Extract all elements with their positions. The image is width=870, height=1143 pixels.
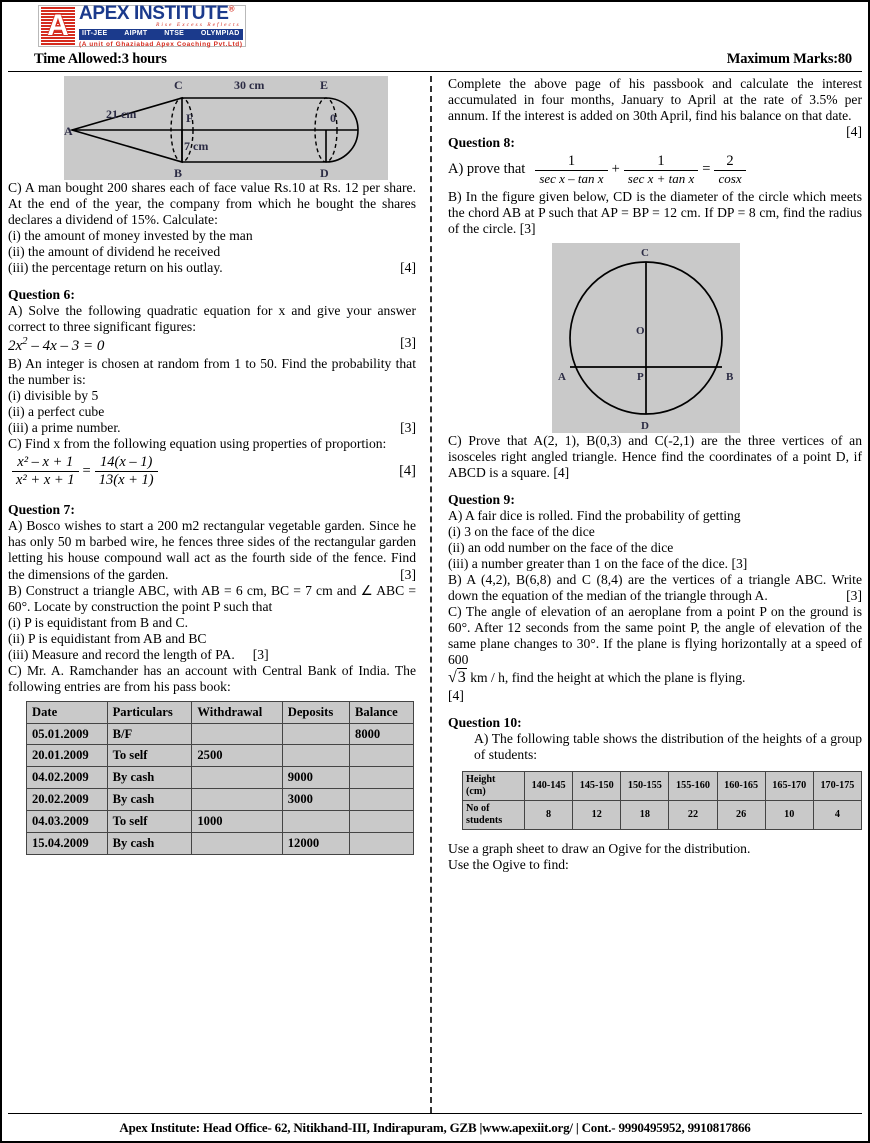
q10-ogive-line2: Use the Ogive to find: xyxy=(448,857,569,873)
q6c-text: C) Find x from the following equation using properties of proportion: xyxy=(8,436,387,452)
q8a-equals: = xyxy=(702,161,711,178)
q6b-marks: [3] xyxy=(400,420,416,436)
cone-label-F: F xyxy=(186,111,194,125)
q6c-rhs-fraction xyxy=(95,454,158,489)
cone-label-slant: 21 cm xyxy=(106,107,137,121)
passbook-cell-withdrawal: 1000 xyxy=(192,811,282,833)
q7c-continued: Complete the above page of his passbook and calculate the interest accumulated in four months, January to April at the rate of 3.5% per annum. If the interest is added on 30th April, find his balance on that date. [4] xyxy=(448,76,862,140)
q7b-marks: [3] xyxy=(252,646,269,662)
q6b-text: B) An integer is chosen at random from 1 to 50. Find the probability that the number is: xyxy=(8,355,416,387)
q5c-body: C) A man bought 200 shares each of face value Rs.10 at Rs. 12 per share. At the end of the year, the company from which he bought the shares declares a dividend of 15%. Calculate: xyxy=(8,180,416,228)
passbook-cell-withdrawal xyxy=(192,767,282,789)
circle-label-O: O xyxy=(636,324,645,337)
passbook-cell-particulars: By cash xyxy=(107,767,192,789)
table-header-row xyxy=(27,701,414,723)
passbook-cell-deposits xyxy=(282,811,349,833)
q10a-text: A) The following table shows the distribution of the heights of a group of students: xyxy=(474,731,862,763)
q8a-plus: + xyxy=(611,161,620,178)
heights-frequency: 18 xyxy=(621,801,669,830)
cone-label-D: D xyxy=(320,166,329,180)
q7a-marks: [3] xyxy=(400,566,416,582)
q5c-item-iii: (iii) the percentage return on his outlay. [4] xyxy=(8,260,416,276)
q8a-term1-numerator: 1 xyxy=(567,153,576,170)
q6b-item-i: (i) divisible by 5 xyxy=(8,388,99,404)
q7a-text: A) Bosco wishes to start a 200 m2 rectangular vegetable garden. Since he has only 50 m barbed wire, he fences three sides of the rectangular garden letting his house compound wall act as the fourth side of the fence. Find the dimensions of the garden. [3] xyxy=(8,518,416,582)
heights-frequency: 22 xyxy=(669,801,717,830)
cone-label-B: B xyxy=(174,166,183,180)
heights-bin: 140-145 xyxy=(525,772,573,801)
table-row xyxy=(463,772,862,801)
logo-course-2: NTSE xyxy=(164,30,185,38)
passbook-cell-particulars: To self xyxy=(107,811,192,833)
passbook-cell-date: 04.02.2009 xyxy=(27,767,108,789)
q9a-item-iii: (iii) a number greater than 1 on the face of the dice. [3] xyxy=(448,555,748,571)
q6c-equation xyxy=(8,454,416,489)
q8a-term3-denominator: cosx xyxy=(714,170,745,186)
table-row xyxy=(27,767,414,789)
sqrt-icon: √3 xyxy=(448,669,466,687)
passbook-cell-particulars: To self xyxy=(107,745,192,767)
cone-label-length: 30 cm xyxy=(234,78,265,92)
q6c-rhs-denominator: 13(x + 1) xyxy=(95,471,158,489)
page-footer: Apex Institute: Head Office- 62, Nitikhand-III, Indirapuram, GZB |www.apexiit.org/ | Cont.- 9990495952, 9910817866 xyxy=(8,1113,862,1141)
table-row xyxy=(27,789,414,811)
passbook-cell-date: 15.04.2009 xyxy=(27,832,108,854)
q8b-text: B) In the figure given below, CD is the diameter of the circle which meets the chord AB at P such that AP = BP = 12 cm. If DP = 8 cm, find the radius of the circle. [3] xyxy=(448,188,862,236)
circle-label-B: B xyxy=(726,370,734,383)
question-columns xyxy=(8,72,862,1113)
table-row xyxy=(27,723,414,745)
q6b-item-iii: (iii) a prime number. [3] xyxy=(8,420,416,436)
circle-label-C: C xyxy=(641,246,649,259)
logo-course-1: AIPMT xyxy=(124,30,148,38)
q6-heading: Question 6: xyxy=(8,287,75,303)
passbook-cell-date: 04.03.2009 xyxy=(27,811,108,833)
passbook-cell-deposits: 3000 xyxy=(282,789,349,811)
q8a-term2-numerator: 1 xyxy=(657,153,665,170)
passbook-cell-withdrawal xyxy=(192,723,282,745)
logo-tagline: Rise Excess Reflects xyxy=(156,21,241,28)
passbook-cell-date: 20.01.2009 xyxy=(27,745,108,767)
table-row xyxy=(27,832,414,854)
logo-letter: A xyxy=(47,9,69,42)
passbook-cell-deposits: 12000 xyxy=(282,832,349,854)
logo-mark-icon xyxy=(41,7,75,45)
q7-heading: Question 7: xyxy=(8,502,75,518)
heights-frequency: 12 xyxy=(573,801,621,830)
header xyxy=(8,2,862,51)
q6c-rhs-numerator: 14(x – 1) xyxy=(100,454,153,471)
table-row xyxy=(27,811,414,833)
maximum-marks: Maximum Marks:80 xyxy=(726,51,852,67)
q10-heading: Question 10: xyxy=(448,715,522,730)
heights-row-label: Height (cm) xyxy=(463,772,525,801)
passbook-col-date: Date xyxy=(27,701,108,723)
circle-chord-figure xyxy=(552,243,740,433)
table-row xyxy=(463,801,862,830)
cone-label-E: E xyxy=(320,78,329,92)
heights-frequency: 8 xyxy=(525,801,573,830)
q9b-marks: [3] xyxy=(846,587,862,603)
heights-frequency: 4 xyxy=(813,801,861,830)
circle-label-D: D xyxy=(641,419,649,432)
q9c-text-part1: C) The angle of elevation of an aeroplane from a point P on the ground is 60°. After 12 seconds from the same point P, the angle of elevation of the same plane changes to 30°. If the plane is flying horizontally at a speed of 600 xyxy=(448,603,862,668)
apex-institute-logo xyxy=(38,2,246,48)
q6c-lhs-numerator: x² – x + 1 xyxy=(17,454,74,471)
cone-label-C: C xyxy=(174,78,183,92)
q6a-marks: [3] xyxy=(400,335,416,351)
passbook-cell-withdrawal xyxy=(192,832,282,854)
cone-label-O: 0 xyxy=(330,111,336,125)
q8a-term3-numerator: 2 xyxy=(726,153,734,170)
registered-trademark-icon: ® xyxy=(228,4,235,14)
q7b-text: B) Construct a triangle ABC, with AB = 6 cm, BC = 7 cm and ∠ ABC = 60°. Locate by construction the point P such that xyxy=(8,582,416,614)
q8a-prefix: A) prove that xyxy=(448,161,526,178)
q8-heading: Question 8: xyxy=(448,135,515,151)
q5c-item-ii: (ii) the amount of dividend he received xyxy=(8,244,221,260)
q10-ogive-line1: Use a graph sheet to draw an Ogive for the distribution. xyxy=(448,841,751,857)
heights-bin: 165-170 xyxy=(765,772,813,801)
passbook-cell-date: 20.02.2009 xyxy=(27,789,108,811)
cone-label-A: A xyxy=(64,124,73,138)
passbook-cell-deposits: 9000 xyxy=(282,767,349,789)
column-divider xyxy=(430,76,432,1113)
logo-course-3: OLYMPIAD xyxy=(200,30,240,38)
heights-frequency: 26 xyxy=(717,801,765,830)
q7c-marks: [4] xyxy=(846,124,862,140)
exam-meta-bar xyxy=(8,51,862,72)
q9c-text-part2: √3 km / h, find the height at which the plane is flying. xyxy=(448,669,746,687)
passbook-cell-particulars: By cash xyxy=(107,832,192,854)
q5c-item-i: (i) the amount of money invested by the man xyxy=(8,228,253,244)
passbook-cell-date: 05.01.2009 xyxy=(27,723,108,745)
q6a-text: A) Solve the following quadratic equation for x and give your answer correct to three significant figures: xyxy=(8,303,416,335)
q6c-marks: [4] xyxy=(399,463,416,480)
heights-bin: 150-155 xyxy=(621,772,669,801)
table-row xyxy=(27,745,414,767)
q8a-term2-fraction xyxy=(624,153,699,186)
passbook-cell-balance xyxy=(350,745,414,767)
logo-course-0: IIT-JEE xyxy=(82,30,108,38)
circle-label-P: P xyxy=(637,370,644,383)
passbook-col-balance: Balance xyxy=(350,701,414,723)
logo-subtitle: (A unit of Ghaziabad Apex Coaching Pvt.Ltd) xyxy=(79,40,243,48)
logo-title: APEX INSTITUTE® xyxy=(79,2,235,24)
passbook-col-deposits: Deposits xyxy=(282,701,349,723)
q9c-marks: [4] xyxy=(448,687,464,703)
q8a-term1-fraction xyxy=(535,153,607,186)
passbook-col-particulars: Particulars xyxy=(107,701,192,723)
q9-heading: Question 9: xyxy=(448,491,515,507)
passbook-cell-balance xyxy=(350,789,414,811)
q8a-term2-denominator: sec x + tan x xyxy=(624,170,699,186)
passbook-cell-particulars: B/F xyxy=(107,723,192,745)
heights-frequency: 10 xyxy=(765,801,813,830)
q7c-text: C) Mr. A. Ramchander has an account with Central Bank of India. The following entries are from his pass book: xyxy=(8,662,416,694)
passbook-cell-balance xyxy=(350,767,414,789)
heights-bin: 160-165 xyxy=(717,772,765,801)
q6a-equation: $2x^2 - 4x - 3 = 0$ [3] xyxy=(8,335,416,355)
q5c-marks: [4] xyxy=(400,260,416,276)
passbook-cell-balance: 8000 xyxy=(350,723,414,745)
passbook-cell-deposits xyxy=(282,745,349,767)
students-row-label: No of students xyxy=(463,801,525,830)
passbook-cell-withdrawal: 2500 xyxy=(192,745,282,767)
time-allowed: Time Allowed:3 hours xyxy=(34,51,167,67)
heights-bin: 155-160 xyxy=(669,772,717,801)
heights-bin: 145-150 xyxy=(573,772,621,801)
passbook-cell-deposits xyxy=(282,723,349,745)
passbook-cell-balance xyxy=(350,811,414,833)
q8c-text: C) Prove that A(2, 1), B(0,3) and C(-2,1) are the three vertices of an isosceles right angled triangle. Hence find the coordinates of a point D, if ABCD is a square. [4] xyxy=(448,432,862,480)
cone-cylinder-figure xyxy=(64,76,388,180)
q9b-text: B) A (4,2), B(6,8) and C (8,4) are the vertices of a triangle ABC. Write down the equation of the median of the triangle through A. [3] xyxy=(448,571,862,603)
q9a-item-i: (i) 3 on the face of the dice xyxy=(448,523,595,539)
q8a-term1-denominator: sec x – tan x xyxy=(535,170,607,186)
q9a-item-ii: (ii) an odd number on the face of the dice xyxy=(448,539,674,555)
q7b-item-ii: (ii) P is equidistant from AB and BC xyxy=(8,630,207,646)
q8a-term3-fraction xyxy=(714,153,745,186)
passbook-cell-withdrawal xyxy=(192,789,282,811)
q6c-equals: = xyxy=(82,463,91,480)
right-column xyxy=(438,76,862,1113)
left-column xyxy=(8,76,424,1113)
q9a-text: A) A fair dice is rolled. Find the probability of getting xyxy=(448,507,741,523)
heights-bin: 170-175 xyxy=(813,772,861,801)
q7b-item-i: (i) P is equidistant from B and C. xyxy=(8,614,188,630)
passbook-cell-balance xyxy=(350,832,414,854)
q6c-lhs-fraction xyxy=(12,454,79,489)
heights-distribution-table xyxy=(462,771,862,830)
passbook-cell-particulars: By cash xyxy=(107,789,192,811)
q8a-equation-row xyxy=(448,153,862,186)
circle-label-A: A xyxy=(558,370,566,383)
passbook-table xyxy=(26,701,414,855)
passbook-col-withdrawal: Withdrawal xyxy=(192,701,282,723)
q7b-item-iii: (iii) Measure and record the length of PA. [3] xyxy=(8,646,269,662)
q6b-item-ii: (ii) a perfect cube xyxy=(8,404,105,420)
logo-course-bar xyxy=(79,29,243,39)
cone-label-radius: 7 cm xyxy=(184,139,209,153)
q6c-lhs-denominator: x² + x + 1 xyxy=(12,471,79,489)
